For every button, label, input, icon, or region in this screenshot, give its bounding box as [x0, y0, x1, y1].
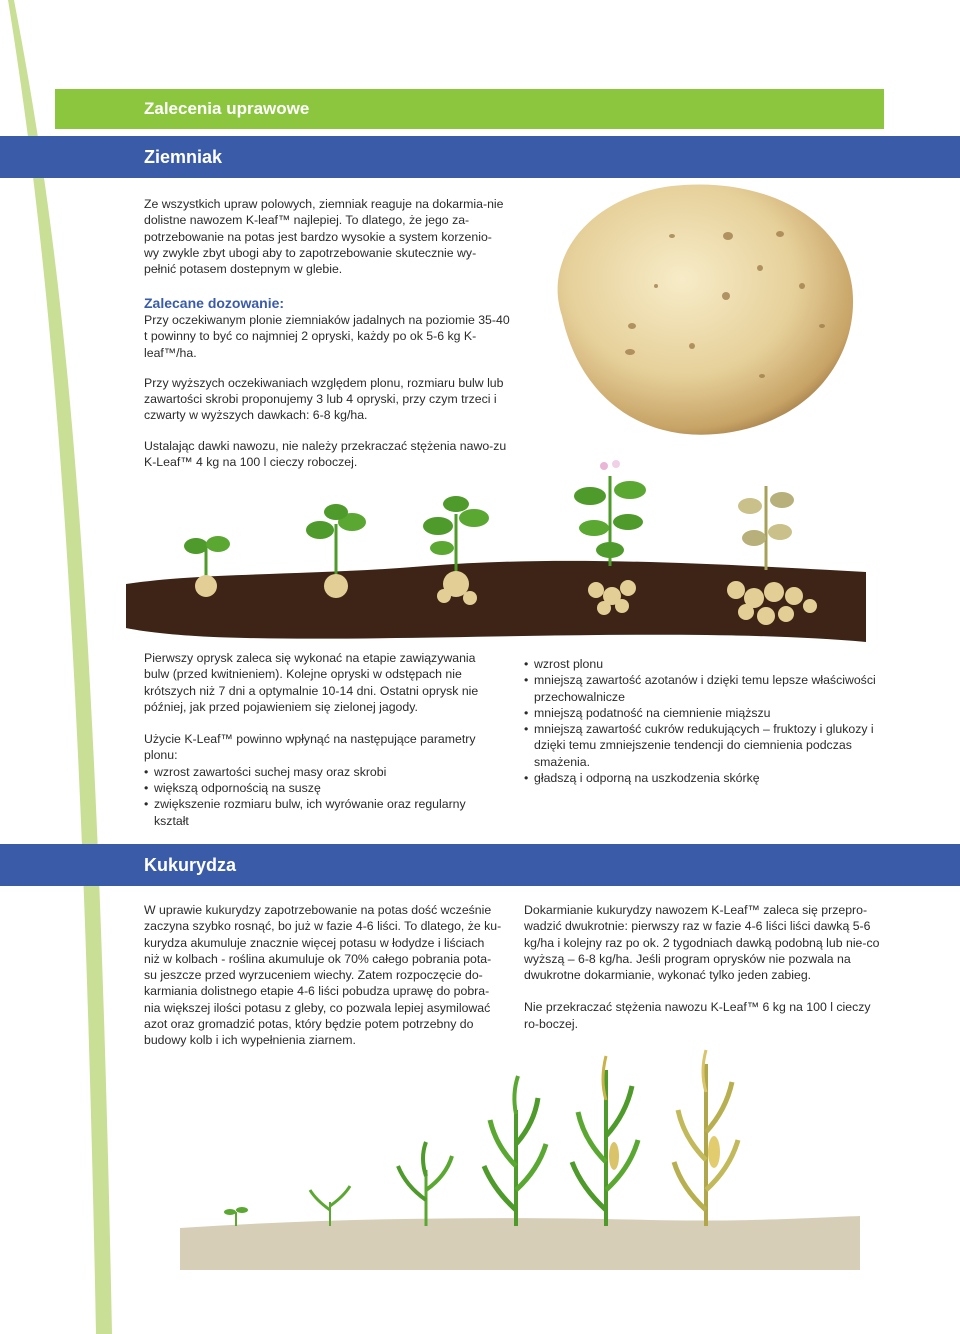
corn-column-2 — [524, 902, 886, 1032]
list-item: • wzrost plonu — [524, 656, 892, 672]
corn-title: Kukurydza — [144, 855, 237, 875]
potato-intro — [144, 196, 506, 277]
corn-paragraph-2: Dokarmianie kukurydzy nawozem K-Leaf™ zaleca się przepro-wadzić dwukrotnie: pierwszy raz w fazie 4-6 liści liści dawką 5-6 kg/ha i kolejny raz po ok. 2 tygodniach dawką podobną lub nie-co wyższą – 6-8 kg/ha. Jeśli program oprysków nie pozwala na dwukrotne dokarmianie, wykonać tylko jeden zabieg. — [524, 903, 880, 983]
decorative-arc — [0, 0, 140, 1334]
list-item: • wzrost zawartości suchej masy oraz skrobi — [144, 764, 500, 780]
list-item: • zwiększenie rozmiaru bulw, ich wyrówanie oraz regularny kształt — [144, 796, 500, 829]
potato-effects-right — [524, 656, 892, 786]
timing-text: Pierwszy oprysk zaleca się wykonać na etapie zawiązywania bulw (przed kwitnieniem). Kolejne opryski w odstępach nie krótszych niż 7 dni a optymalnie 10-14 dni. Ostatni oprysk nie później, jak przed pojawieniem się zielonej jagody. — [144, 651, 479, 714]
corn-paragraph-1: W uprawie kukurydzy zapotrzebowanie na potas dość wcześnie zaczyna szybko rosnąć, bo już w fazie 4-6 liści. To dlatego, że ku-kurydza akumuluje znacznie więcej potasu w łodydze i liściach niż w kolbach - roślina akumuluje ok 70% całego pobrania pota-su jeszcze przed wyrzuceniem wiechy. Zatem rozpoczęcie do-karmiania dolistnego etapie 4-6 liści pobudza uprawę do pobra-nia większej ilości potasu z gleby, co pozwala lepiej asymilować azot oraz gromadzić potas, który będzie potem potrzebny do budowy kolb i ich wypełnienia ziarnem. — [144, 903, 502, 1048]
section-header-recommendations — [55, 89, 884, 129]
potato-tuber-image — [532, 176, 860, 446]
list-item: • gładszą i odporną na uszkodzenia skórkę — [524, 770, 892, 786]
dosage-paragraph-3: Ustalając dawki nawozu, nie należy przekraczać stężenia nawo-zu K-Leaf™ 4 kg na 100 l cieczy roboczej. — [144, 438, 507, 470]
potato-timing — [144, 650, 500, 829]
section-header-potato — [0, 136, 960, 178]
section-header-corn — [0, 844, 960, 886]
potato-dosage — [144, 294, 510, 470]
corn-growth-stages-image — [180, 1040, 860, 1270]
effects-list-right — [524, 656, 892, 786]
potato-intro-text: Ze wszystkich upraw polowych, ziemniak reaguje na dokarmia-nie dolistne nawozem K-leaf™ najlepiej. To dlatego, że jego za-potrzebowanie na potas jest bardzo wysokie a system korzenio-wy zwykle zbyt ubogi aby to zapotrzebowanie skutecznie wy-pełnić potasem dostepnym w glebie. — [144, 197, 504, 277]
list-item: • mniejszą zawartość azotanów i dzięki temu lepsze właściwości przechowalnicze — [524, 672, 892, 705]
corn-column-1 — [144, 902, 502, 1049]
list-item: • mniejszą podatność na ciemnienie miąższu — [524, 705, 892, 721]
dosage-heading: Zalecane dozowanie: — [144, 295, 285, 311]
corn-paragraph-3: Nie przekraczać stężenia nawozu K-Leaf™ 6 kg na 100 l cieczy ro-boczej. — [524, 1000, 871, 1031]
list-item: • większą odpornością na suszę — [144, 780, 500, 796]
list-item: • mniejszą zawartość cukrów redukujących – fruktozy i glukozy i dzięki temu zmniejszenie tendencji do ciemnienia podczas smażenia. — [524, 721, 892, 770]
effects-intro: Użycie K-Leaf™ powinno wpłynąć na następujące parametry plonu: — [144, 732, 476, 763]
effects-list-left — [144, 764, 500, 829]
dosage-paragraph-1: Przy oczekiwanym plonie ziemniaków jadalnych na poziomie 35-40 t powinny to być co najmniej 2 opryski, każdy po ok 5-6 kg K-leaf™/ha. — [144, 313, 510, 360]
dosage-paragraph-2: Przy wyższych oczekiwaniach względem plonu, rozmiaru bulw lub zawartości skrobi proponujemy 3 lub 4 opryski, przy czym trzeci i czwarty w wyższych dawkach: 6-8 kg/ha. — [144, 375, 504, 423]
potato-title: Ziemniak — [144, 147, 223, 167]
potato-growth-stages-image — [126, 456, 866, 642]
header-title: Zalecenia uprawowe — [144, 99, 310, 118]
